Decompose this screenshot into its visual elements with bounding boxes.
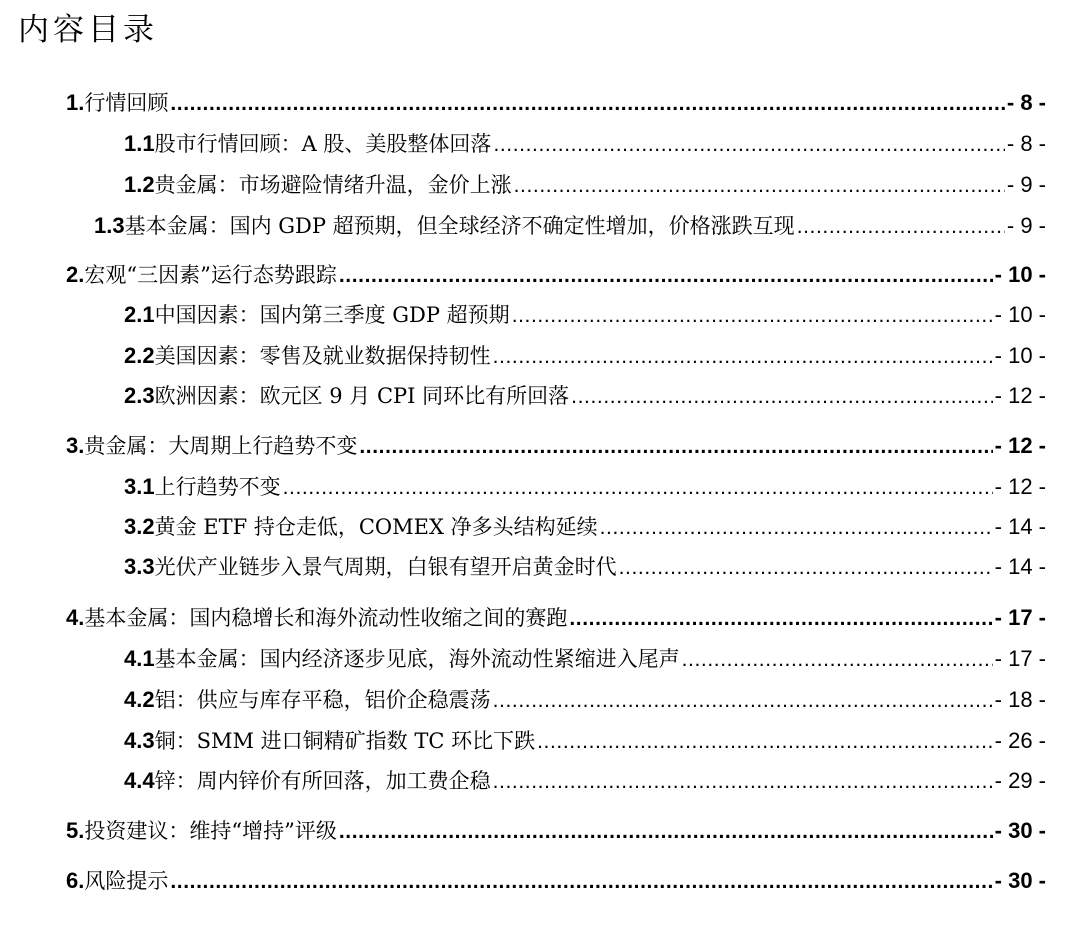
entry-number: 3.1: [124, 474, 155, 499]
dot-leader: [600, 511, 993, 545]
entry-number: 4.4: [124, 768, 155, 793]
toc-entry-4-2[interactable]: [124, 683, 1046, 717]
entry-title: 美国因素：零售及就业数据保持韧性: [154, 344, 491, 368]
dot-leader: [569, 602, 992, 636]
entry-number: 2.3: [124, 383, 155, 408]
entry-number: 3.3: [124, 554, 155, 579]
entry-page: - 26 -: [994, 728, 1046, 753]
entry-title: 贵金属：市场避险情绪升温，金价上涨: [154, 173, 512, 197]
toc-entry-3-2[interactable]: [124, 510, 1046, 544]
entry-title: 行情回顾: [84, 91, 169, 115]
entry-page: - 10 -: [994, 262, 1046, 287]
toc-entry-5[interactable]: [66, 814, 1046, 848]
toc-entry-2-3[interactable]: [124, 379, 1046, 413]
dot-leader: [493, 765, 993, 799]
entry-title: 基本金属：国内经济逐步见底，海外流动性紧缩进入尾声: [154, 647, 680, 671]
entry-page: - 10 -: [994, 302, 1046, 327]
entry-page: - 29 -: [994, 768, 1046, 793]
entry-number: 2.2: [124, 343, 155, 368]
toc-entry-6[interactable]: [66, 864, 1046, 898]
dot-leader: [682, 643, 993, 677]
entry-page: - 8 -: [1006, 90, 1046, 115]
toc-entry-4-1[interactable]: [124, 642, 1046, 676]
entry-page: - 12 -: [994, 433, 1046, 458]
dot-leader: [339, 815, 993, 849]
toc-entry-4-3[interactable]: [124, 724, 1046, 758]
entry-number: 6.: [66, 868, 85, 893]
toc-entry-3[interactable]: [66, 429, 1046, 463]
dot-leader: [493, 340, 993, 374]
entry-page: - 17 -: [994, 646, 1046, 671]
entry-number: 4.3: [124, 728, 155, 753]
toc-entry-3-3[interactable]: [124, 550, 1046, 584]
entry-title: 投资建议：维持“增持”评级: [84, 819, 337, 843]
entry-number: 3.: [66, 433, 85, 458]
entry-number: 1.: [66, 90, 85, 115]
entry-number: 3.2: [124, 514, 155, 539]
toc-entry-2-1[interactable]: [124, 298, 1046, 332]
entry-number: 4.2: [124, 687, 155, 712]
dot-leader: [493, 684, 993, 718]
entry-title: 铝：供应与库存平稳，铝价企稳震荡: [154, 688, 491, 712]
entry-page: - 30 -: [994, 868, 1046, 893]
toc-entry-1-2[interactable]: [124, 168, 1046, 202]
entry-title: 光伏产业链步入景气周期，白银有望开启黄金时代: [154, 555, 617, 579]
dot-leader: [797, 210, 1005, 244]
dot-leader: [493, 128, 1004, 162]
entry-page: - 10 -: [994, 343, 1046, 368]
entry-title: 中国因素：国内第三季度 GDP 超预期: [154, 303, 510, 327]
toc-entry-1[interactable]: [66, 86, 1046, 120]
entry-number: 4.: [66, 605, 85, 630]
entry-title: 黄金 ETF 持仓走低，COMEX 净多头结构延续: [154, 515, 598, 539]
dot-leader: [571, 380, 992, 414]
toc-entry-1-3[interactable]: [94, 209, 1046, 243]
entry-title: 上行趋势不变: [154, 475, 281, 499]
entry-number: 1.1: [124, 131, 155, 156]
dot-leader: [170, 865, 992, 899]
entry-title: 宏观“三因素”运行态势跟踪: [84, 263, 337, 287]
toc-entry-2-2[interactable]: [124, 339, 1046, 373]
entry-title: 风险提示: [84, 869, 169, 893]
entry-page: - 12 -: [994, 383, 1046, 408]
entry-page: - 8 -: [1006, 131, 1046, 156]
entry-page: - 9 -: [1006, 213, 1046, 238]
dot-leader: [339, 259, 993, 293]
entry-title: 欧洲因素：欧元区 9 月 CPI 同环比有所回落: [154, 384, 570, 408]
toc-heading: 内容目录: [18, 12, 158, 48]
entry-page: - 14 -: [994, 514, 1046, 539]
entry-title: 铜：SMM 进口铜精矿指数 TC 环比下跌: [154, 729, 536, 753]
entry-number: 2.1: [124, 302, 155, 327]
dot-leader: [283, 471, 993, 505]
entry-number: 1.3: [94, 213, 125, 238]
toc-entry-3-1[interactable]: [124, 470, 1046, 504]
dot-leader: [512, 299, 993, 333]
dot-leader: [170, 87, 1005, 121]
entry-page: - 30 -: [994, 818, 1046, 843]
toc-entry-4-4[interactable]: [124, 764, 1046, 798]
entry-number: 1.2: [124, 172, 155, 197]
entry-title: 贵金属：大周期上行趋势不变: [84, 434, 358, 458]
dot-leader: [537, 725, 993, 759]
entry-page: - 12 -: [994, 474, 1046, 499]
dot-leader: [359, 430, 992, 464]
entry-title: 基本金属：国内 GDP 超预期，但全球经济不确定性增加，价格涨跌互现: [124, 214, 795, 238]
entry-number: 5.: [66, 818, 85, 843]
toc-entry-1-1[interactable]: [124, 127, 1046, 161]
entry-number: 4.1: [124, 646, 155, 671]
dot-leader: [619, 551, 993, 585]
toc-entry-2[interactable]: [66, 258, 1046, 292]
entry-title: 股市行情回顾：A 股、美股整体回落: [154, 132, 492, 156]
entry-number: 2.: [66, 262, 85, 287]
entry-page: - 9 -: [1006, 172, 1046, 197]
entry-title: 基本金属：国内稳增长和海外流动性收缩之间的赛跑: [84, 606, 568, 630]
dot-leader: [514, 169, 1005, 203]
entry-page: - 18 -: [994, 687, 1046, 712]
toc-entry-4[interactable]: [66, 601, 1046, 635]
entry-page: - 17 -: [994, 605, 1046, 630]
entry-title: 锌：周内锌价有所回落，加工费企稳: [154, 769, 491, 793]
entry-page: - 14 -: [994, 554, 1046, 579]
